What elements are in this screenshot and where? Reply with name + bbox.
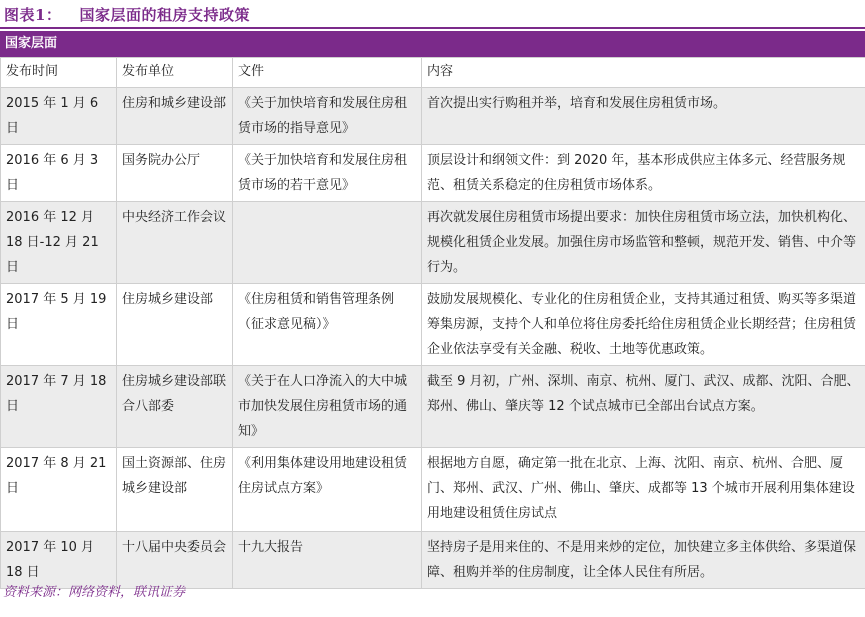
cell-unit: 中央经济工作会议 bbox=[117, 202, 233, 284]
header-date: 发布时间 bbox=[1, 58, 117, 88]
cell-content: 首次提出实行购租并举，培育和发展住房租赁市场。 bbox=[422, 88, 865, 145]
cell-unit: 住房城乡建设部联合八部委 bbox=[117, 366, 233, 448]
cell-unit: 国土资源部、住房城乡建设部 bbox=[117, 448, 233, 532]
cell-date: 2016 年 6 月 3 日 bbox=[1, 145, 117, 202]
cell-content: 根据地方自愿，确定第一批在北京、上海、沈阳、南京、杭州、合肥、厦门、郑州、武汉、广州、佛山、肇庆、成都等 13 个城市开展利用集体建设用地建设租赁住房试点 bbox=[422, 448, 865, 532]
table-row bbox=[1, 284, 865, 366]
policy-table bbox=[0, 57, 865, 589]
cell-unit: 住房和城乡建设部 bbox=[117, 88, 233, 145]
table-row bbox=[1, 88, 865, 145]
table-row bbox=[1, 202, 865, 284]
section-header: 国家层面 bbox=[0, 31, 865, 57]
figure-number: 图表1： bbox=[4, 6, 62, 24]
table-header-row bbox=[1, 58, 865, 88]
cell-date: 2016 年 12 月 18 日-12 月 21 日 bbox=[1, 202, 117, 284]
cell-doc: 《关于在人口净流入的大中城市加快发展住房租赁市场的通知》 bbox=[233, 366, 422, 448]
cell-date: 2015 年 1 月 6 日 bbox=[1, 88, 117, 145]
table-row bbox=[1, 532, 865, 589]
cell-content: 顶层设计和纲领文件：到 2020 年，基本形成供应主体多元、经营服务规范、租赁关系稳定的住房租赁市场体系。 bbox=[422, 145, 865, 202]
table-row bbox=[1, 448, 865, 532]
table-row bbox=[1, 366, 865, 448]
cell-content: 坚持房子是用来住的、不是用来炒的定位，加快建立多主体供给、多渠道保障、租购并举的住房制度，让全体人民住有所居。 bbox=[422, 532, 865, 589]
cell-doc bbox=[233, 202, 422, 284]
cell-date: 2017 年 8 月 21 日 bbox=[1, 448, 117, 532]
cell-doc: 十九大报告 bbox=[233, 532, 422, 589]
cell-unit: 住房城乡建设部 bbox=[117, 284, 233, 366]
title-rule bbox=[0, 27, 865, 29]
header-doc: 文件 bbox=[233, 58, 422, 88]
cell-content: 再次就发展住房租赁市场提出要求：加快住房租赁市场立法，加快机构化、规模化租赁企业发展。加强住房市场监管和整顿，规范开发、销售、中介等行为。 bbox=[422, 202, 865, 284]
header-unit: 发布单位 bbox=[117, 58, 233, 88]
cell-doc: 《利用集体建设用地建设租赁住房试点方案》 bbox=[233, 448, 422, 532]
figure-title bbox=[4, 4, 250, 26]
cell-unit: 十八届中央委员会 bbox=[117, 532, 233, 589]
cell-date: 2017 年 10 月 18 日 bbox=[1, 532, 117, 589]
cell-content: 截至 9 月初，广州、深圳、南京、杭州、厦门、武汉、成都、沈阳、合肥、郑州、佛山、肇庆等 12 个试点城市已全部出台试点方案。 bbox=[422, 366, 865, 448]
cell-doc: 《住房租赁和销售管理条例（征求意见稿）》 bbox=[233, 284, 422, 366]
cell-date: 2017 年 7 月 18 日 bbox=[1, 366, 117, 448]
cell-content: 鼓励发展规模化、专业化的住房租赁企业，支持其通过租赁、购买等多渠道筹集房源，支持个人和单位将住房委托给住房租赁企业长期经营；住房租赁企业依法享受有关金融、税收、土地等优惠政策。 bbox=[422, 284, 865, 366]
table-row bbox=[1, 145, 865, 202]
cell-date: 2017 年 5 月 19 日 bbox=[1, 284, 117, 366]
cell-doc: 《关于加快培育和发展住房租赁市场的若干意见》 bbox=[233, 145, 422, 202]
header-content: 内容 bbox=[422, 58, 865, 88]
source-note: 资料来源：网络资料，联讯证券 bbox=[3, 585, 186, 600]
cell-unit: 国务院办公厅 bbox=[117, 145, 233, 202]
figure-title-text: 国家层面的租房支持政策 bbox=[79, 6, 250, 24]
cell-doc: 《关于加快培育和发展住房租赁市场的指导意见》 bbox=[233, 88, 422, 145]
